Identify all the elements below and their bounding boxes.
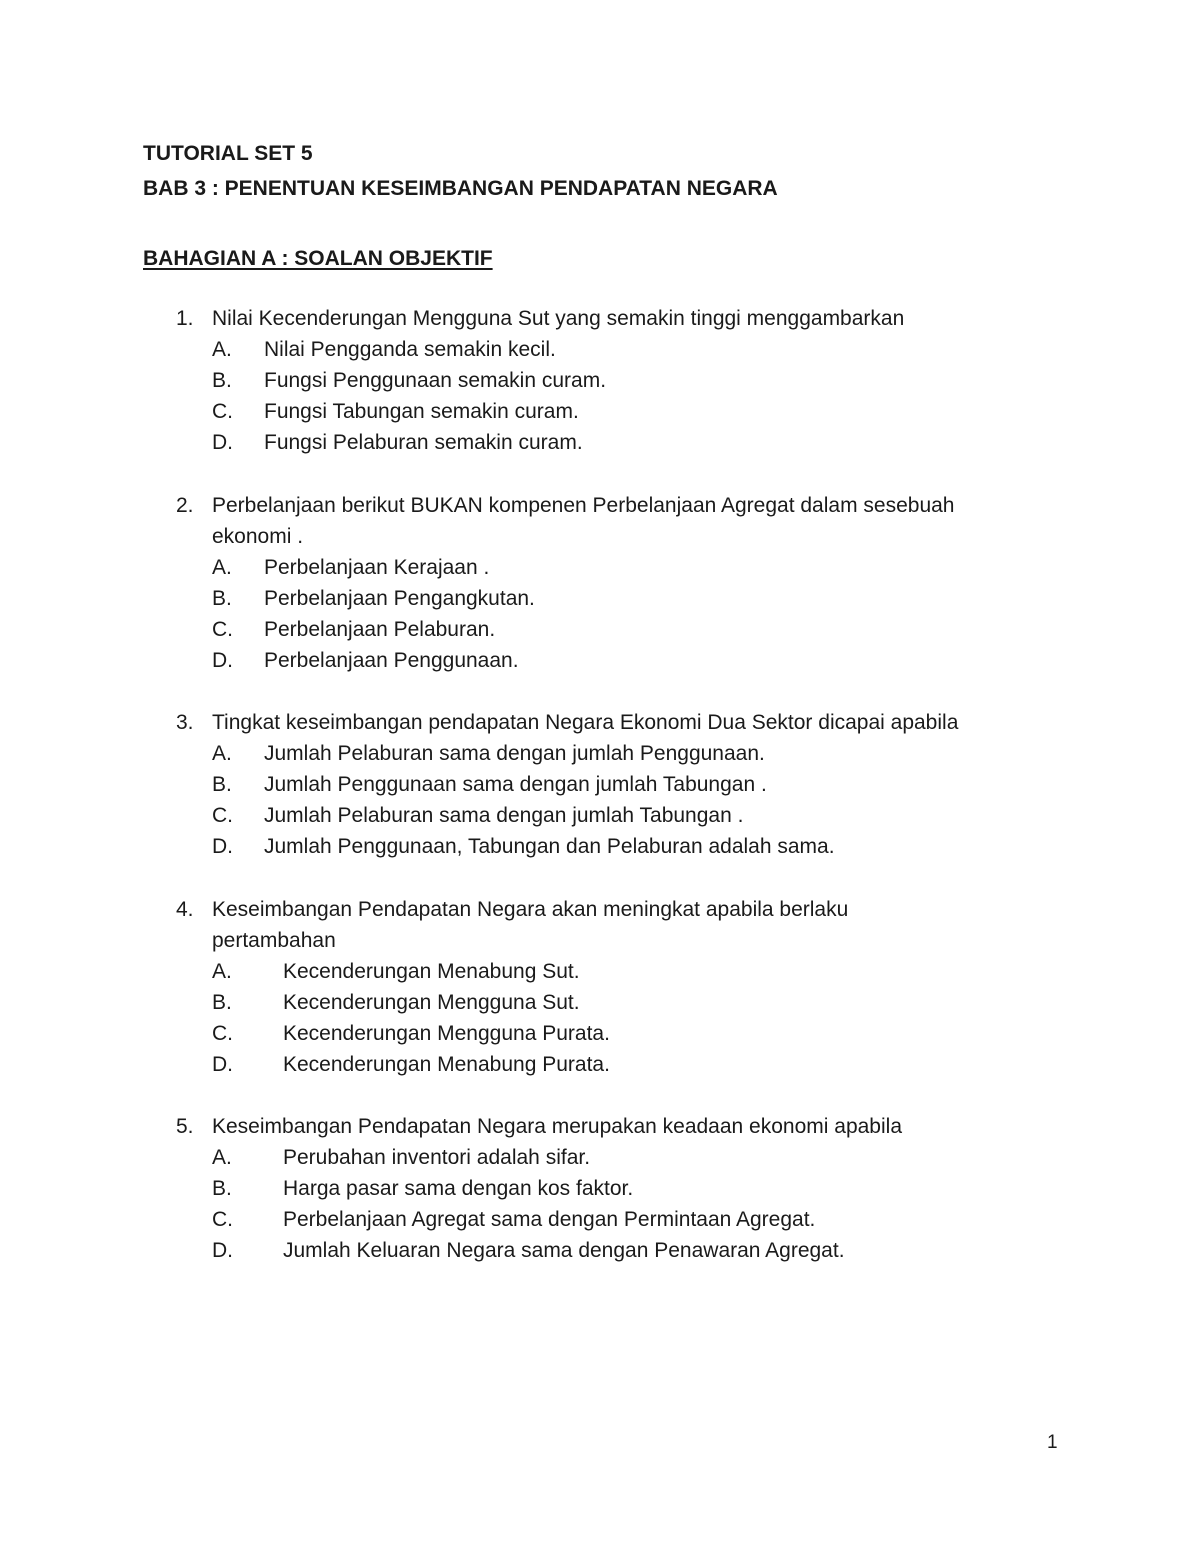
option-text: Kecenderungan Menabung Purata. [283, 1053, 610, 1076]
option-letter: C. [212, 618, 233, 641]
option-a [143, 956, 1063, 987]
option-text: Harga pasar sama dengan kos faktor. [283, 1177, 634, 1200]
question-number: 1. [176, 307, 194, 330]
option-letter: C. [212, 804, 233, 827]
option-text: Perbelanjaan Pengangkutan. [264, 587, 535, 610]
option-d [143, 645, 1063, 676]
option-b [143, 1173, 1063, 1204]
option-text: Perbelanjaan Kerajaan . [264, 556, 490, 579]
question-stem [143, 303, 1063, 334]
option-b [143, 987, 1063, 1018]
option-b [143, 769, 1063, 800]
option-letter: D. [212, 835, 233, 858]
question-stem [143, 894, 972, 956]
option-letter: D. [212, 1053, 233, 1076]
chapter-title: BAB 3 : PENENTUAN KESEIMBANGAN PENDAPATAN NEGARA [143, 177, 778, 200]
option-text: Nilai Pengganda semakin kecil. [264, 338, 556, 361]
option-letter: D. [212, 431, 233, 454]
question-stem [143, 490, 972, 552]
option-text: Fungsi Tabungan semakin curam. [264, 400, 579, 423]
option-letter: B. [212, 369, 232, 392]
option-letter: B. [212, 587, 232, 610]
option-c [143, 1018, 1063, 1049]
option-b [143, 365, 1063, 396]
question-stem [143, 1111, 1063, 1142]
option-text: Perubahan inventori adalah sifar. [283, 1146, 591, 1169]
question-number: 4. [176, 898, 194, 921]
option-letter: B. [212, 1177, 232, 1200]
option-letter: D. [212, 649, 233, 672]
option-text: Kecenderungan Mengguna Sut. [283, 991, 580, 1014]
option-letter: A. [212, 742, 232, 765]
option-letter: C. [212, 1208, 233, 1231]
question-2 [143, 490, 1063, 676]
option-letter: D. [212, 1239, 233, 1262]
question-text: Keseimbangan Pendapatan Negara akan meningkat apabila berlaku pertambahan [212, 898, 849, 952]
option-a [143, 334, 1063, 365]
option-a [143, 1142, 1063, 1173]
option-letter: C. [212, 1022, 233, 1045]
option-letter: A. [212, 338, 232, 361]
question-text: Nilai Kecenderungan Mengguna Sut yang semakin tinggi menggambarkan [212, 307, 905, 330]
option-d [143, 427, 1063, 458]
question-stem [143, 707, 1063, 738]
option-letter: C. [212, 400, 233, 423]
option-c [143, 800, 1063, 831]
option-text: Kecenderungan Menabung Sut. [283, 960, 580, 983]
option-c [143, 1204, 1063, 1235]
option-letter: B. [212, 991, 232, 1014]
question-text: Keseimbangan Pendapatan Negara merupakan keadaan ekonomi apabila [212, 1115, 902, 1138]
option-d [143, 1049, 1063, 1080]
option-letter: A. [212, 1146, 232, 1169]
option-text: Kecenderungan Mengguna Purata. [283, 1022, 610, 1045]
option-text: Fungsi Pelaburan semakin curam. [264, 431, 583, 454]
option-d [143, 831, 1063, 862]
question-text: Tingkat keseimbangan pendapatan Negara Ekonomi Dua Sektor dicapai apabila [212, 711, 959, 734]
question-number: 2. [176, 494, 194, 517]
option-text: Jumlah Pelaburan sama dengan jumlah Penggunaan. [264, 742, 765, 765]
question-number: 5. [176, 1115, 194, 1138]
question-5 [143, 1111, 1063, 1266]
section-title: BAHAGIAN A : SOALAN OBJEKTIF [143, 247, 493, 270]
option-text: Jumlah Penggunaan sama dengan jumlah Tabungan . [264, 773, 767, 796]
question-3 [143, 707, 1063, 862]
option-c [143, 614, 1063, 645]
option-text: Fungsi Penggunaan semakin curam. [264, 369, 607, 392]
option-a [143, 738, 1063, 769]
option-text: Jumlah Keluaran Negara sama dengan Penawaran Agregat. [283, 1239, 845, 1262]
question-text: Perbelanjaan berikut BUKAN kompenen Perbelanjaan Agregat dalam sesebuah ekonomi . [212, 494, 955, 548]
tutorial-title: TUTORIAL SET 5 [143, 142, 313, 165]
option-text: Jumlah Pelaburan sama dengan jumlah Tabungan . [264, 804, 744, 827]
option-d [143, 1235, 1063, 1266]
option-c [143, 396, 1063, 427]
option-b [143, 583, 1063, 614]
option-text: Perbelanjaan Pelaburan. [264, 618, 496, 641]
option-letter: A. [212, 960, 232, 983]
option-text: Perbelanjaan Penggunaan. [264, 649, 519, 672]
option-text: Perbelanjaan Agregat sama dengan Permintaan Agregat. [283, 1208, 816, 1231]
question-1 [143, 303, 1063, 458]
option-letter: B. [212, 773, 232, 796]
question-number: 3. [176, 711, 194, 734]
question-4 [143, 894, 1063, 1080]
option-letter: A. [212, 556, 232, 579]
option-a [143, 552, 1063, 583]
page-number: 1 [1047, 1432, 1058, 1453]
option-text: Jumlah Penggunaan, Tabungan dan Pelaburan adalah sama. [264, 835, 835, 858]
